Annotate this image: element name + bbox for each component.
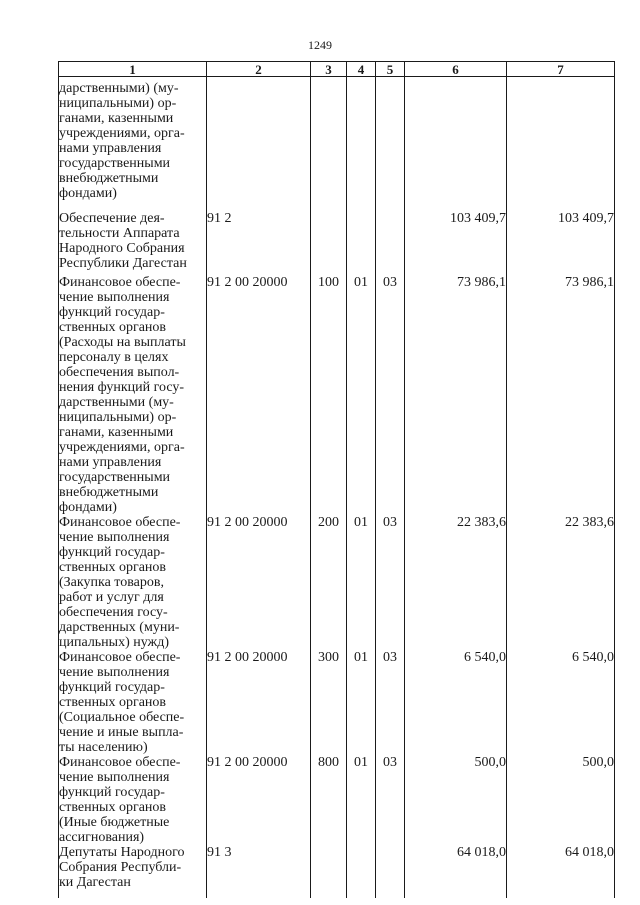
row-name: Финансовое обеспе- чение выполнения функций государ- ственных органов (Социальное обеспе- чение и иные выпла- ты населению) (59, 650, 207, 755)
row-col6: 103 409,7 (405, 211, 507, 275)
row-code: 91 2 00 20000 (207, 515, 311, 650)
row-col7: 500,0 (507, 755, 615, 845)
row-name: Обеспечение дея- тельности Аппарата Народного Собрания Республики Дагестан (59, 211, 207, 275)
row-name: Депутаты Народного Собрания Республи- ки Дагестан (59, 845, 207, 898)
row-col6: 6 540,0 (405, 650, 507, 755)
row-col5 (376, 845, 405, 898)
header-col-6: 6 (405, 62, 507, 77)
table-row (59, 515, 615, 650)
row-col7: 103 409,7 (507, 211, 615, 275)
row-name: Финансовое обеспе- чение выполнения функций государ- ственных органов (Закупка товаров, работ и услуг для обеспечения госу- дарственных (муни- ципальных) нужд) (59, 515, 207, 650)
row-col4: 01 (347, 275, 376, 515)
row-col5: 03 (376, 515, 405, 650)
header-col-3: 3 (311, 62, 347, 77)
table-row (59, 211, 615, 275)
row-col6: 73 986,1 (405, 275, 507, 515)
header-row (59, 62, 615, 77)
row-col5 (376, 77, 405, 211)
row-col6: 64 018,0 (405, 845, 507, 898)
header-col-7: 7 (507, 62, 615, 77)
table-row (59, 650, 615, 755)
header-col-5: 5 (376, 62, 405, 77)
row-code (207, 77, 311, 211)
table-row (59, 755, 615, 845)
table-row (59, 77, 615, 211)
row-col4: 01 (347, 515, 376, 650)
page-number: 1249 (308, 38, 332, 52)
row-col4 (347, 845, 376, 898)
row-code: 91 2 00 20000 (207, 755, 311, 845)
row-col7: 64 018,0 (507, 845, 615, 898)
row-col4 (347, 77, 376, 211)
header-col-1: 1 (59, 62, 207, 77)
row-col7: 73 986,1 (507, 275, 615, 515)
table-row (59, 275, 615, 515)
row-code: 91 3 (207, 845, 311, 898)
row-col6: 22 383,6 (405, 515, 507, 650)
row-col3 (311, 211, 347, 275)
row-col7: 6 540,0 (507, 650, 615, 755)
row-col5 (376, 211, 405, 275)
row-col3: 200 (311, 515, 347, 650)
row-col4: 01 (347, 755, 376, 845)
row-col3: 300 (311, 650, 347, 755)
row-col5: 03 (376, 650, 405, 755)
row-col3: 100 (311, 275, 347, 515)
header-col-2: 2 (207, 62, 311, 77)
row-col4 (347, 211, 376, 275)
row-name: дарственными) (му- ниципальными) ор- ганами, казенными учреждениями, орга- нами управления государственными внебюджетными фондами) (59, 77, 207, 211)
row-name: Финансовое обеспе- чение выполнения функций государ- ственных органов (Иные бюджетные ассигнования) (59, 755, 207, 845)
row-code: 91 2 00 20000 (207, 275, 311, 515)
row-col5: 03 (376, 275, 405, 515)
row-col4: 01 (347, 650, 376, 755)
budget-table (58, 61, 615, 898)
row-col3 (311, 77, 347, 211)
row-col3: 800 (311, 755, 347, 845)
row-code: 91 2 (207, 211, 311, 275)
row-col7: 22 383,6 (507, 515, 615, 650)
row-name: Финансовое обеспе- чение выполнения функций государ- ственных органов (Расходы на выплаты персоналу в целях обеспечения выпол- нения функций госу- дарственными (му- ниципальными) ор- ганами, казенными учреждениями, орга- нами управления государственными внебюджетными фондами) (59, 275, 207, 515)
row-code: 91 2 00 20000 (207, 650, 311, 755)
header-col-4: 4 (347, 62, 376, 77)
table-row (59, 845, 615, 898)
row-col6: 500,0 (405, 755, 507, 845)
row-col3 (311, 845, 347, 898)
row-col7 (507, 77, 615, 211)
row-col6 (405, 77, 507, 211)
row-col5: 03 (376, 755, 405, 845)
